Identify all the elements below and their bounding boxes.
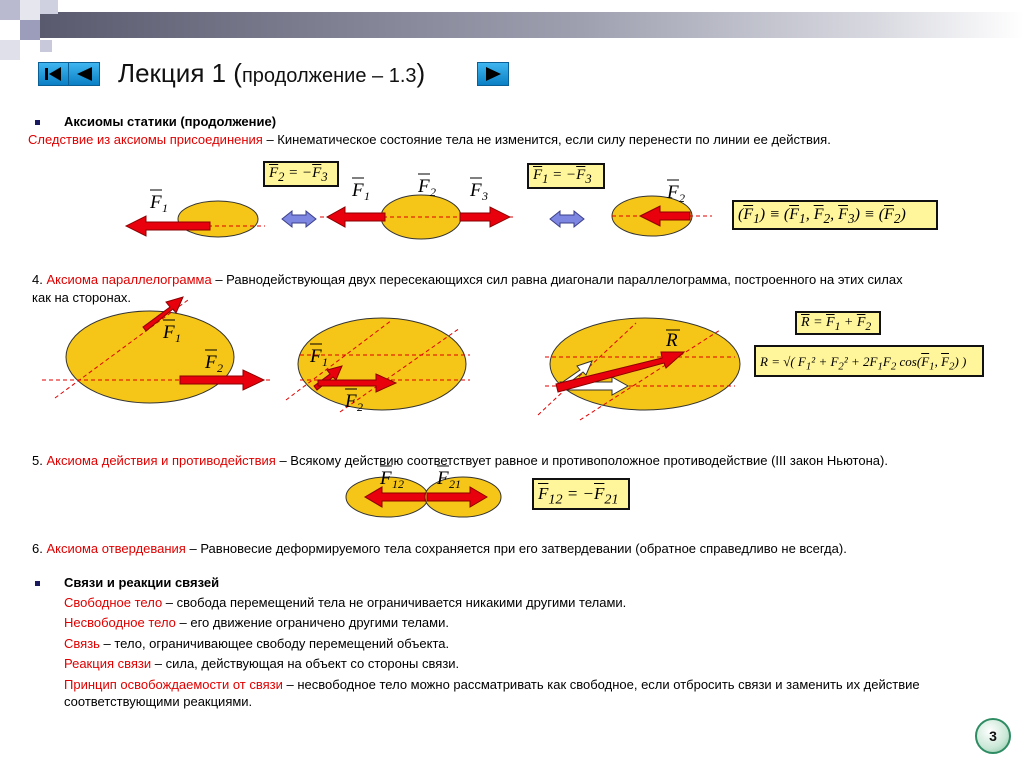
formula-r-sum: $\overline{R} = \overline{F}_1 + \overline{F}_2$ bbox=[795, 311, 881, 335]
list-item: Реакция связи – сила, действующая на объект со стороны связи. bbox=[64, 656, 460, 671]
force-arrow-f3 bbox=[460, 207, 510, 227]
label-f3: F bbox=[470, 180, 482, 201]
equivalence-double-arrow bbox=[550, 211, 584, 227]
title-subtitle: продолжение – 1.3 bbox=[241, 65, 417, 87]
section2-heading: Связи и реакции связей bbox=[64, 575, 220, 590]
formula-f1-eq-minus-f3: $\overline{F}_1 = -\overline{F}_3$ bbox=[527, 163, 605, 189]
body-ellipse bbox=[178, 201, 258, 237]
formula-r-magnitude: R = √( $F_1^2 + F_2^2 + 2F_1F_2$ $\cos(\overline{F}_1$, $\overline{F}_2$) ) bbox=[754, 345, 984, 377]
title-close-paren: ) bbox=[416, 58, 426, 88]
equivalence-double-arrow bbox=[282, 211, 316, 227]
label-f2: F bbox=[205, 352, 217, 373]
axiom5-line: 5. Аксиома действия и противодействия – Всякому действию соответствует равное и противоположное противодействие (III закон Ньютона). bbox=[32, 453, 888, 468]
title-main: Лекция 1 ( bbox=[118, 58, 242, 88]
label-f2: F bbox=[667, 182, 679, 203]
svg-text:21: 21 bbox=[449, 477, 461, 491]
corollary-text: – Кинематическое состояние тела не изменится, если силу перенести по линии ее действия. bbox=[262, 132, 831, 147]
label-f1: F bbox=[150, 192, 162, 213]
label-f1: F bbox=[310, 346, 322, 367]
list-item: Свободное тело – свобода перемещений тела не ограничивается никакими другими телами. bbox=[64, 595, 627, 610]
formula-f12-eq-minus-f21: $\overline{F}_{12} = -\overline{F}_{21}$ bbox=[532, 478, 630, 510]
svg-text:1: 1 bbox=[322, 355, 328, 369]
page-number-badge: 3 bbox=[975, 718, 1011, 754]
label-f21: F bbox=[437, 468, 449, 489]
axiom4-line2: как на сторонах. bbox=[32, 290, 132, 305]
formula-equivalence-systems: $(\overline{F}_1) \equiv (\overline{F}_1$, $\overline{F}_2$, $\overline{F}_3) \equiv (\overline{F}_2)$ bbox=[732, 200, 938, 230]
axiom6-line: 6. Аксиома отвердевания – Равновесие деформируемого тела сохраняется при его затвердевании (обратное справедливо не всегда). bbox=[32, 541, 847, 556]
axiom4-line1: 4. Аксиома параллелограмма – Равнодействующая двух пересекающихся сил равна диагонали параллелограмма, построенного на этих силах bbox=[32, 272, 903, 287]
svg-text:1: 1 bbox=[364, 189, 370, 203]
label-r: R bbox=[666, 330, 678, 351]
label-f1: F bbox=[163, 322, 175, 343]
svg-text:3: 3 bbox=[482, 189, 488, 203]
svg-text:2: 2 bbox=[430, 185, 436, 199]
label-f1: F bbox=[352, 180, 364, 201]
svg-text:12: 12 bbox=[392, 477, 404, 491]
svg-text:1: 1 bbox=[175, 331, 181, 345]
list-item: Несвободное тело – его движение ограничено другими телами. bbox=[64, 615, 449, 630]
corollary-term: Следствие из аксиомы присоединения bbox=[28, 132, 263, 147]
list-item-continuation: соответствующими реакциями. bbox=[64, 694, 253, 709]
label-f2: F bbox=[418, 176, 430, 197]
label-f2: F bbox=[345, 391, 357, 412]
force-arrow-f1 bbox=[327, 207, 385, 227]
list-item: Принцип освобождаемости от связи – несвободное тело можно рассматривать как свободное, если отбросить связи и заменить их действие bbox=[64, 677, 920, 692]
label-f12: F bbox=[380, 468, 392, 489]
list-item: Связь – тело, ограничивающее свободу перемещений объекта. bbox=[64, 636, 450, 651]
axiom6-term: Аксиома отвердевания bbox=[46, 541, 186, 556]
svg-text:2: 2 bbox=[357, 400, 363, 414]
svg-text:2: 2 bbox=[679, 191, 685, 205]
section1-heading: Аксиомы статики (продолжение) bbox=[64, 114, 277, 129]
axiom5-term: Аксиома действия и противодействия bbox=[46, 453, 276, 468]
axiom4-term: Аксиома параллелограмма bbox=[46, 272, 212, 287]
formula-f2-eq-minus-f3: $\overline{F}_2 = -\overline{F}_3$ bbox=[263, 161, 339, 187]
svg-text:2: 2 bbox=[217, 361, 223, 375]
svg-text:1: 1 bbox=[162, 201, 168, 215]
